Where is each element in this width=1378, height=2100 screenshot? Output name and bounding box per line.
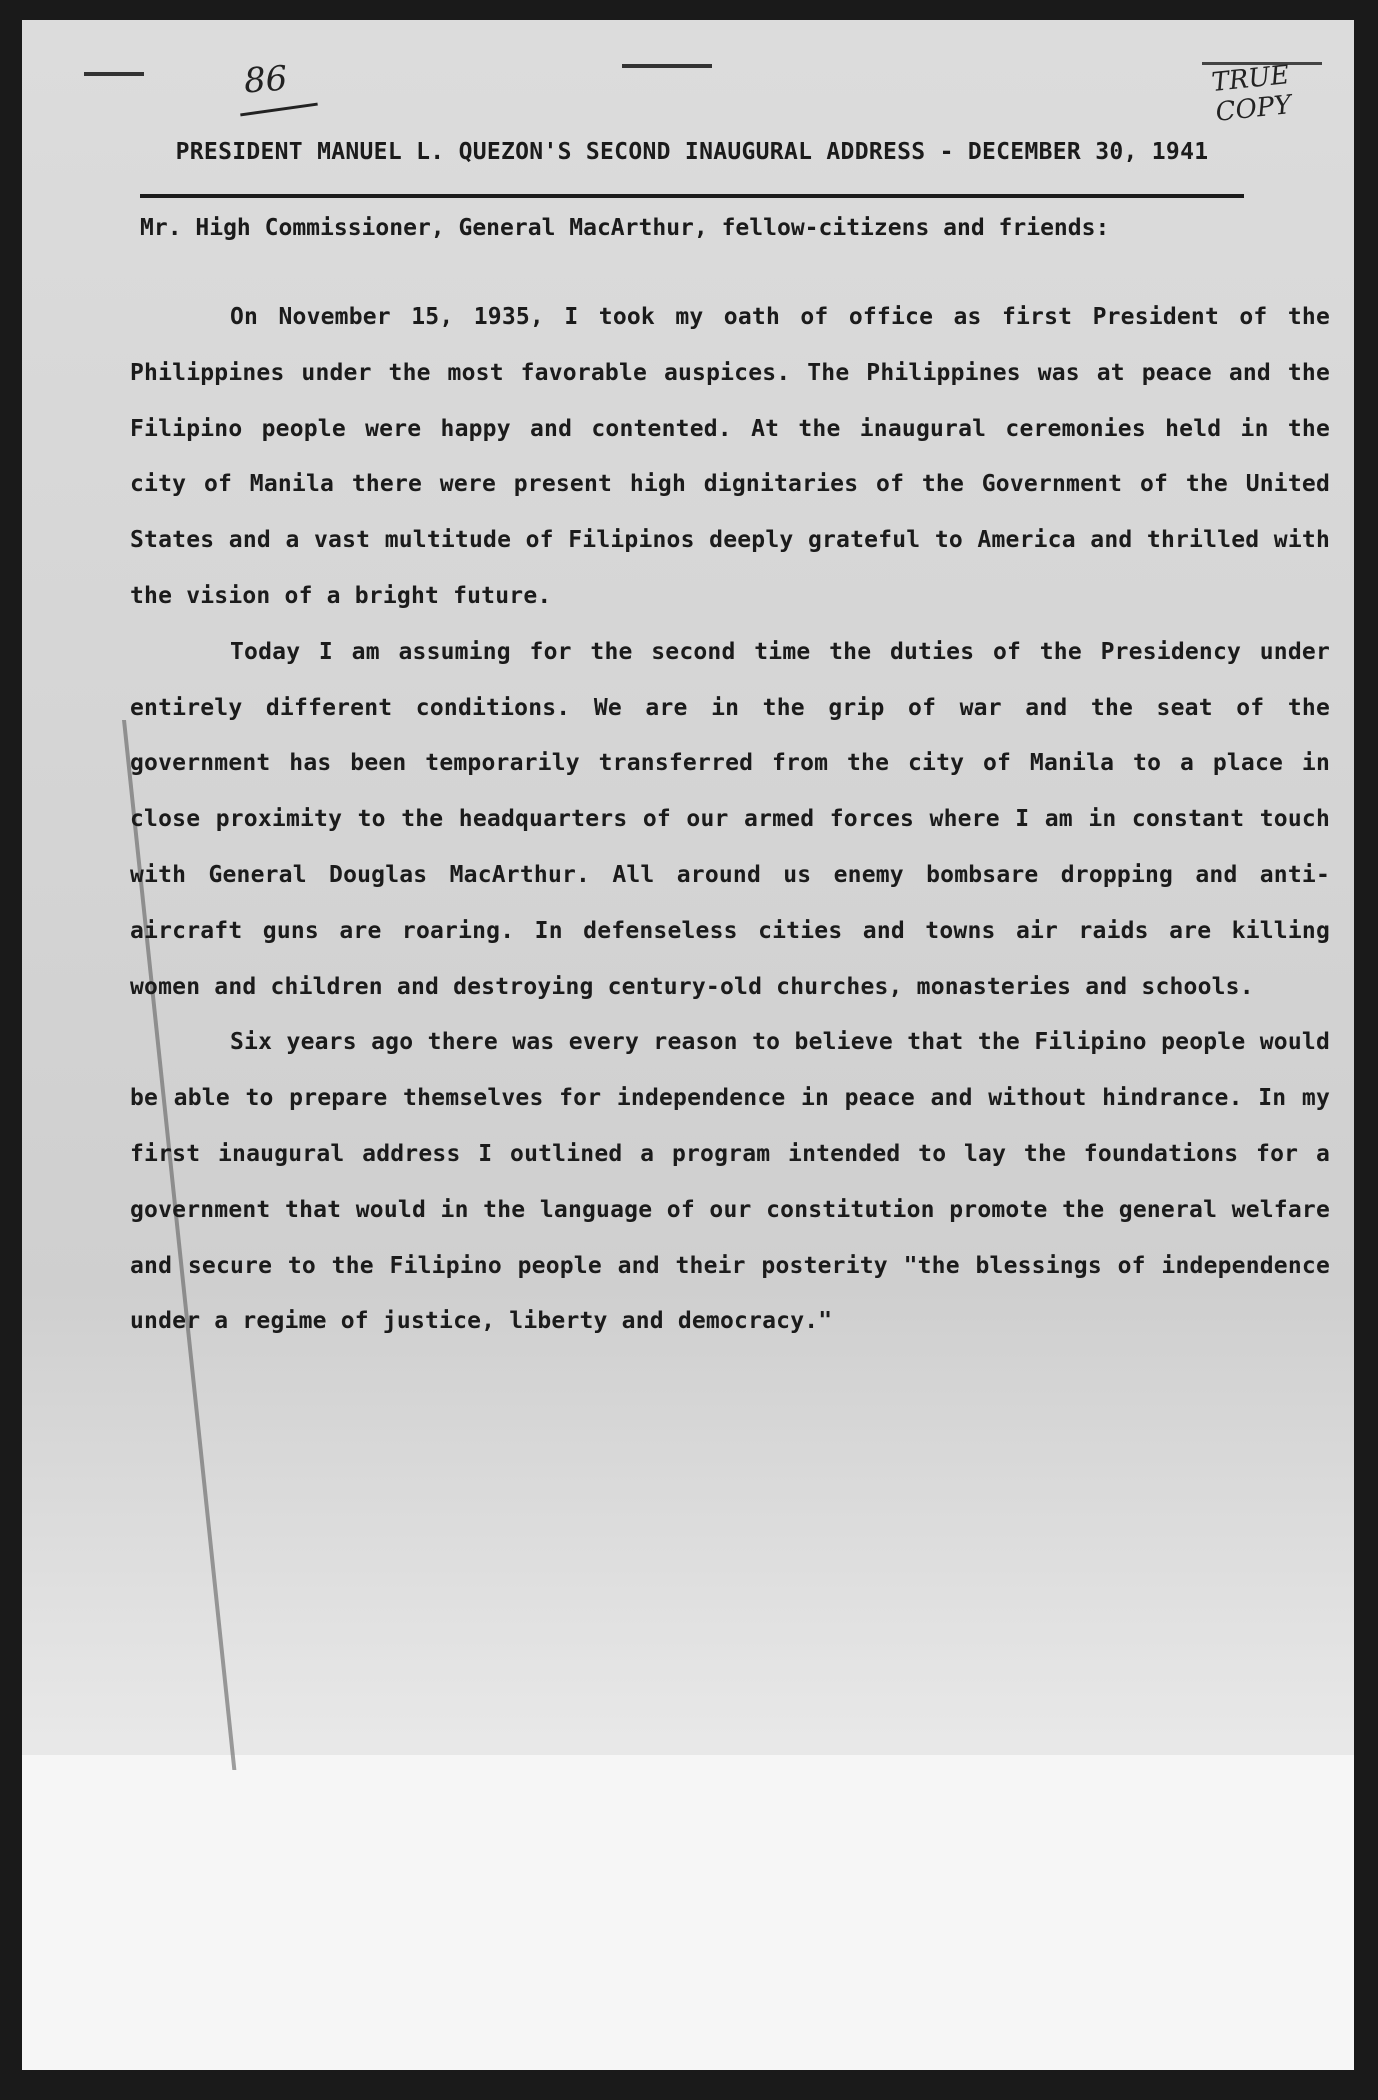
document-page — [22, 20, 1354, 2070]
true-copy-annotation: TRUE COPY — [1210, 60, 1293, 128]
pencil-dash — [84, 72, 144, 76]
paragraph: On November 15, 1935, I took my oath of office as first President of the Philippines under the most favorable auspices. The Philippines was at peace and the Filipino people were happy and contented. At the inaugural ceremonies held in the city of Manila there were present high dignitaries of the Government of the United States and a vast multitude of Filipinos deeply grateful to America and thrilled with the vision of a bright future. — [130, 304, 1330, 609]
blank-lower-area — [22, 1755, 1354, 2070]
pencil-dash — [622, 64, 712, 68]
title-underline — [140, 194, 1244, 198]
paragraph: Six years ago there was every reason to believe that the Filipino people would be able to prepare themselves for independence in peace and without hindrance. In my first inaugural address I outlined a program intended to lay the foundations for a government that would in the language of our constitution promote the general welfare and secure to the Filipino people and their posterity "the blessings of independence under a regime of justice, liberty and democracy." — [130, 1029, 1330, 1335]
paragraph: Today I am assuming for the second time the duties of the Presidency under entirely different conditions. We are in the grip of war and the seat of the government has been temporarily transferred from the city of Manila to a place in close proximity to the headquarters of our armed forces where I am in constant touch with General Douglas MacArthur. All around us enemy bombsare dropping and anti-aircraft guns are roaring. In defenseless cities and towns air raids are killing women and children and destroying century-old churches, monasteries and schools. — [130, 638, 1330, 1000]
document-title: PRESIDENT MANUEL L. QUEZON'S SECOND INAUGURAL ADDRESS - DECEMBER 30, 1941 — [175, 139, 1209, 165]
document-body — [130, 290, 1330, 1350]
salutation: Mr. High Commissioner, General MacArthur, fellow-citizens and friends: — [140, 215, 1110, 241]
page-number-underline — [240, 103, 318, 117]
handwritten-page-number: 86 — [242, 58, 289, 102]
